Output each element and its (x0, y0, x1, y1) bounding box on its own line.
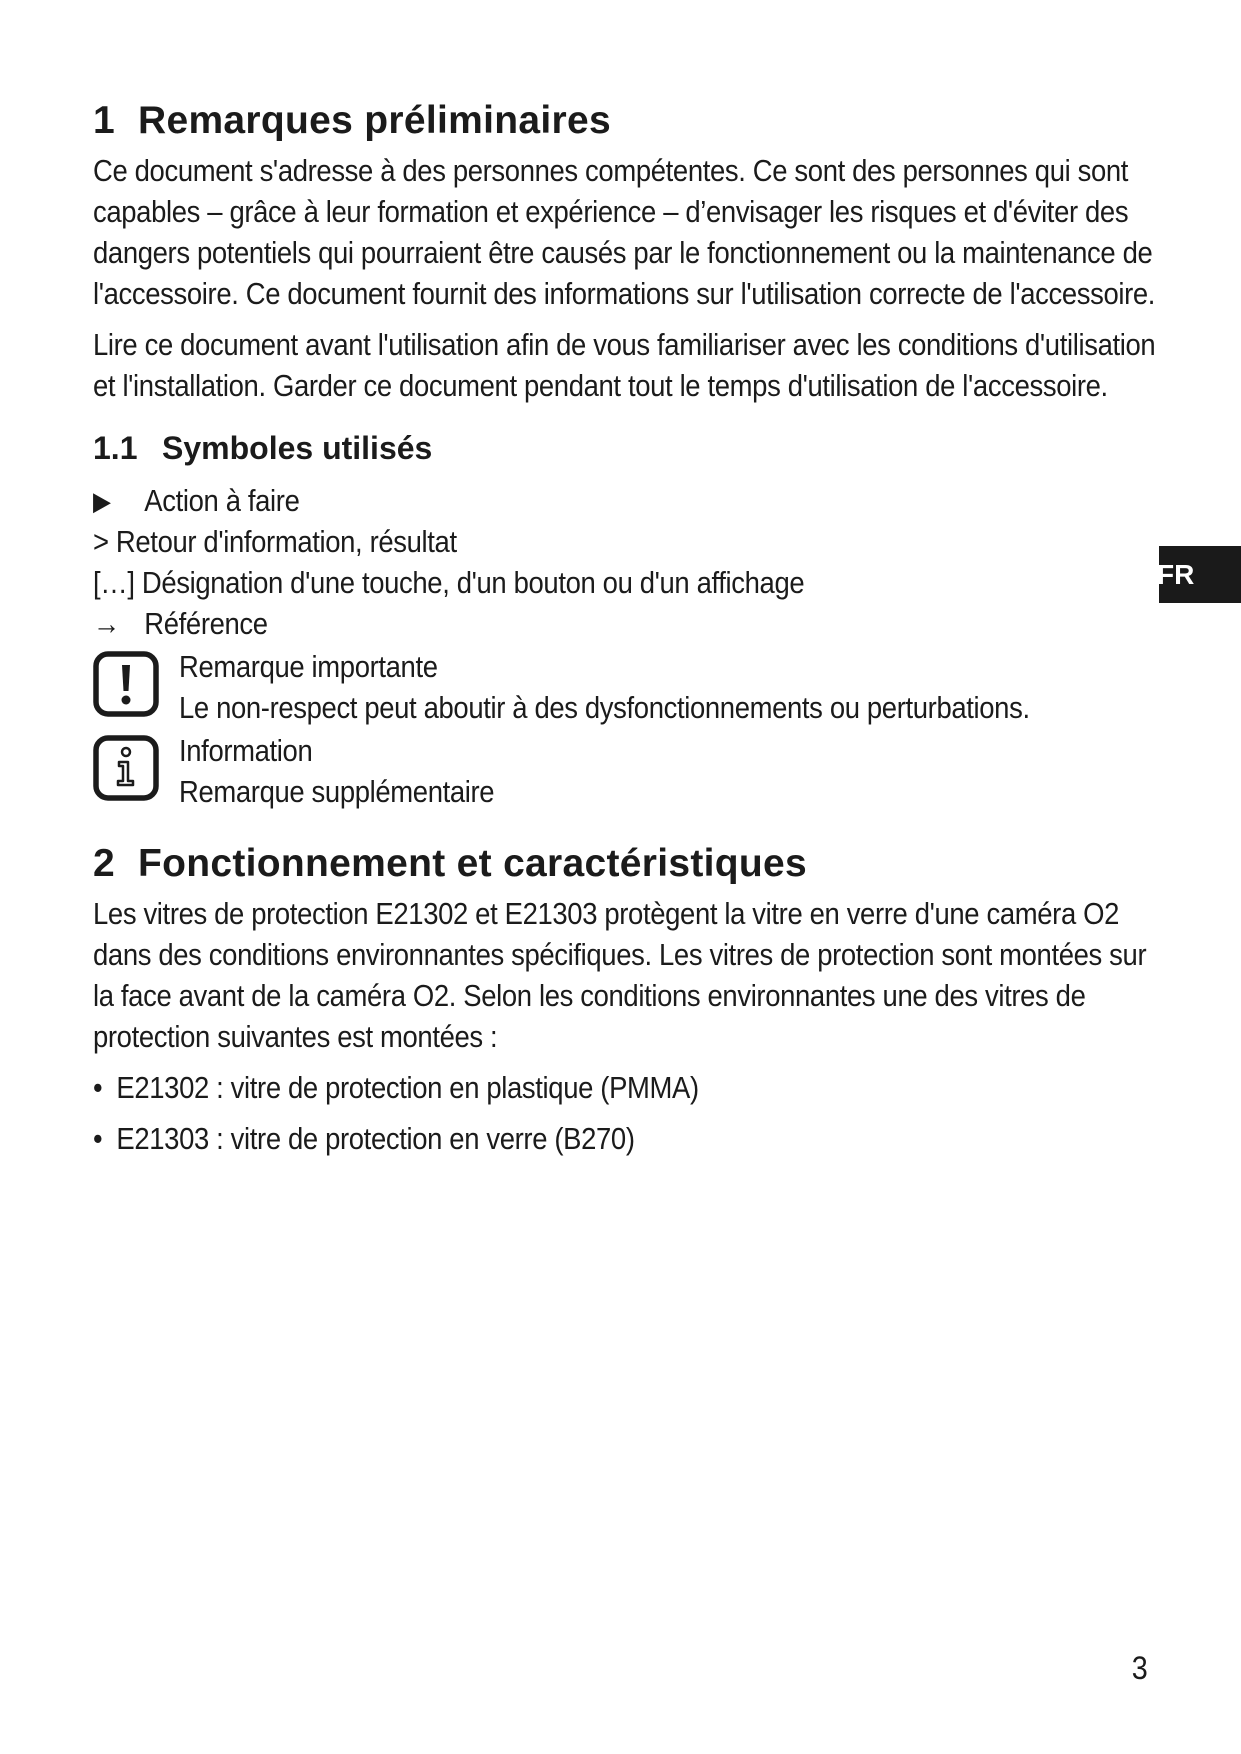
list-item-text: E21303 : vitre de protection en verre (B270) (116, 1122, 635, 1156)
section-1-1-heading (93, 426, 1163, 470)
section-number: 1 (93, 99, 115, 142)
section-2-heading (93, 839, 1163, 889)
info-notice (93, 731, 1163, 813)
section-title: Symboles utilisés (162, 430, 433, 466)
right-arrow-icon: → (93, 607, 121, 641)
symbol-action-row (93, 481, 1056, 522)
info-notice-body: Remarque supplémentaire (179, 775, 495, 809)
symbol-feedback-row: > Retour d'information, résultat (93, 525, 457, 559)
glass-variants-list (93, 1068, 1056, 1160)
section-title: Fonctionnement et caractéristiques (138, 842, 808, 885)
info-notice-title: Information (179, 734, 313, 768)
page-number: 3 (1131, 1650, 1148, 1686)
section-number: 2 (93, 842, 115, 885)
bullet-icon: • (93, 1122, 103, 1156)
section-2-paragraph: Les vitres de protection E21302 et E21303 protègent la vitre en verre d'une caméra O2 dans des conditions environnantes spécifiques. Les vitres de protection sont montées sur la face avant de la caméra O2. Selon les conditions environnantes une des vitres de protection suivantes est montées : (93, 897, 1147, 1054)
bullet-icon: • (93, 1071, 103, 1105)
warning-exclamation-icon (93, 647, 179, 717)
play-arrow-icon: ▶ (93, 486, 111, 516)
page-content (93, 96, 1163, 1170)
info-icon (93, 731, 179, 801)
important-notice-title: Remarque importante (179, 650, 438, 684)
symbol-reference-row (93, 604, 1056, 645)
important-notice-body: Le non-respect peut aboutir à des dysfonctionnements ou perturbations. (179, 691, 1030, 725)
list-item-text: E21302 : vitre de protection en plastique (PMMA) (116, 1071, 699, 1105)
section-1-paragraph-1: Ce document s'adresse à des personnes compétentes. Ce sont des personnes qui sont capables – grâce à leur formation et expérience – d’envisager les risques et d'éviter des dangers potentiels qui pourraient être causés par le fonctionnement ou la maintenance de l'accessoire. Ce document fournit des informations sur l'utilisation correcte de l'accessoire. (93, 154, 1156, 311)
symbol-designation-row: […] Désignation d'une touche, d'un bouton ou d'un affichage (93, 566, 805, 600)
list-item (93, 1068, 1056, 1109)
symbol-action-label: Action à faire (144, 484, 300, 518)
language-tab-label: FR (1157, 559, 1195, 590)
section-1-heading (93, 96, 1163, 146)
important-notice-text (179, 647, 1030, 729)
section-title: Remarques préliminaires (138, 99, 611, 142)
language-tab (1159, 546, 1241, 603)
list-item (93, 1119, 1056, 1160)
info-notice-text (179, 731, 494, 813)
section-number: 1.1 (93, 430, 138, 466)
symbols-list (93, 481, 1163, 813)
symbol-reference-label: Référence (144, 607, 268, 641)
important-notice (93, 647, 1163, 729)
section-1-paragraph-2: Lire ce document avant l'utilisation afin de vous familiariser avec les conditions d'utilisation et l'installation. Garder ce document pendant tout le temps d'utilisation de l'accessoire. (93, 328, 1156, 403)
